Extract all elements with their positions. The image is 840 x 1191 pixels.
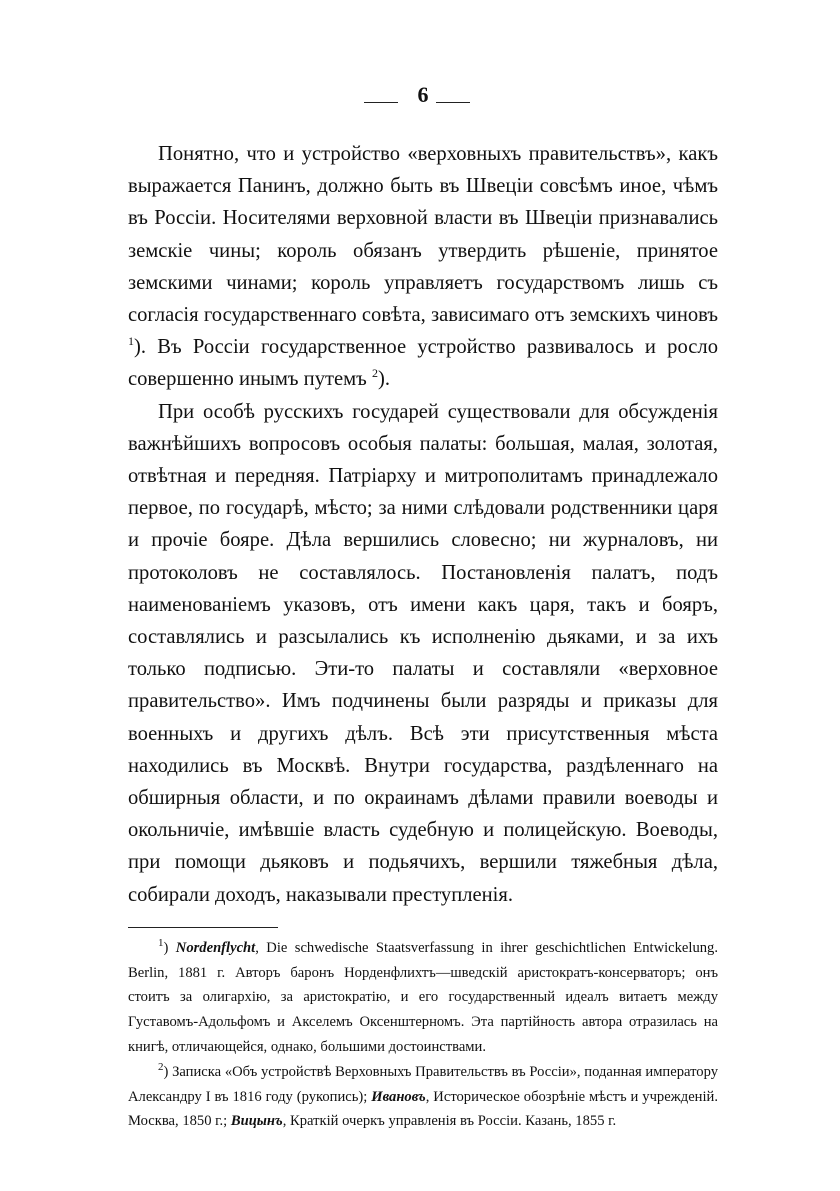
paragraph-2: При особѣ русскихъ государей существовали для обсужденія важнѣйшихъ вопросовъ особыя палаты: большая, малая, золотая, отвѣтная и передняя. Патріарху и митрополитамъ принадлежало первое, по государѣ, мѣсто; за ними слѣдовали родственники царя и прочіе бояре. Дѣла вершились словесно; ни журналовъ, ни протоколовъ не составлялось. Постановленія палатъ, подъ наименованіемъ указовъ, отъ имени какъ царя, такъ и бояръ, составлялись и разсылались къ исполненію дьяками, и за ихъ только подписью. Эти-то палаты и составляли «верховное правительство». Имъ подчинены были разряды и приказы для военныхъ и другихъ дѣлъ. Всѣ эти присутственныя мѣста находились въ Москвѣ. Внутри государства, раздѣленнаго на обширныя области, и по окраинамъ дѣлами правили воеводы и окольничіе, имѣвшіе власть судебную и полицейскую. Воеводы, при помощи дьяковъ и подьячихъ, вершили тяжебныя дѣла, собирали доходъ, наказывали преступленія. bbox=[128, 400, 718, 906]
page-number: 6 bbox=[417, 82, 429, 107]
footnote-2: $^2$) Записка «Объ устройствѣ Верховныхъ Правительствъ въ Россіи», поданная императору Александру I въ 1816 году (рукопись); Ивановъ, Историческое обозрѣніе мѣстъ и учрежденій. Москва, 1850 г.; Вицынъ, Краткій очеркъ управленія въ Россіи. Казань, 1855 г. bbox=[128, 1061, 718, 1130]
footnote-2-author-a: Ивановъ bbox=[371, 1088, 426, 1105]
footnote-1-marker: 1 bbox=[158, 937, 164, 950]
footnote-1: $^1$) Nordenflycht, Die schwedische Staatsverfassung in ihrer geschichtlichen Entwickelung. Berlin, 1881 г. Авторъ баронъ Норденфлихтъ—шведскій аристократъ-консерваторъ; онъ стоитъ за олигархію, за аристократію, и его государственный идеалъ витаетъ между Густавомъ-Адольфомъ и Акселемъ Оксенштерномъ. Эта партійность автора отразилась на книгѣ, отличающейся, однако, большими достоинствами. bbox=[128, 937, 719, 1056]
footnote-ref-1: 1 bbox=[128, 334, 134, 349]
footnote-2-marker: 2 bbox=[158, 1061, 164, 1073]
footnote-2-author-b: Вицынъ bbox=[230, 1113, 283, 1130]
header-rule-right bbox=[436, 102, 470, 103]
footnote-2-text-a: Записка «Объ устройствѣ Верховныхъ Правительствъ въ Россіи», поданная императору Александру I въ 1816 году (рукопись); bbox=[128, 1063, 718, 1105]
footnote-2-text-c: , Краткій очеркъ управленія въ Россіи. Казань, 1855 г. bbox=[282, 1113, 617, 1130]
footnote-1-text: , Die schwedische Staatsverfassung in ihrer geschichtlichen Entwickelung. Berlin, 1881 г. Авторъ баронъ Норденфлихтъ—шведскій аристократъ-консерваторъ; онъ стоитъ за олигархію, за аристократію, и его государственный идеалъ витаетъ между Густавомъ-Адольфомъ и Акселемъ Оксенштерномъ. Эта партійность автора отразилась на книгѣ, отличающейся, однако, большими достоинствами. bbox=[128, 939, 719, 1056]
main-text bbox=[128, 138, 718, 911]
book-page bbox=[128, 82, 718, 1134]
footnote-divider bbox=[128, 927, 278, 928]
footnote-ref-2: 2 bbox=[371, 366, 378, 381]
footnote-2-text-b: , Историческое обозрѣніе мѣстъ и учрежденій. Москва, 1850 г.; bbox=[128, 1088, 718, 1130]
paragraph-1-text-before: Понятно, что и устройство «верховныхъ правительствъ», какъ выражается Панинъ, должно быть въ Швеціи совсѣмъ иное, чѣмъ въ Россіи. Носителями верховной власти въ Швеціи признавались земскіе чины; король обязанъ утвердить рѣшеніе, принятое земскими чинами; король управляетъ государствомъ лишь съ согласія государственнаго совѣта, зависимаго отъ земскихъ чиновъ bbox=[128, 143, 718, 327]
page-header bbox=[128, 82, 718, 118]
paragraph-1 bbox=[128, 138, 718, 396]
paragraph-1-text-mid: ). Въ Россіи государственное устройство развивалось и росло совершенно инымъ путемъ bbox=[128, 336, 718, 391]
footnotes bbox=[128, 936, 718, 1134]
header-rule-left bbox=[364, 102, 398, 103]
footnote-1-author: Nordenflycht bbox=[175, 939, 256, 956]
paragraph-1-text-after: ). bbox=[377, 368, 390, 391]
